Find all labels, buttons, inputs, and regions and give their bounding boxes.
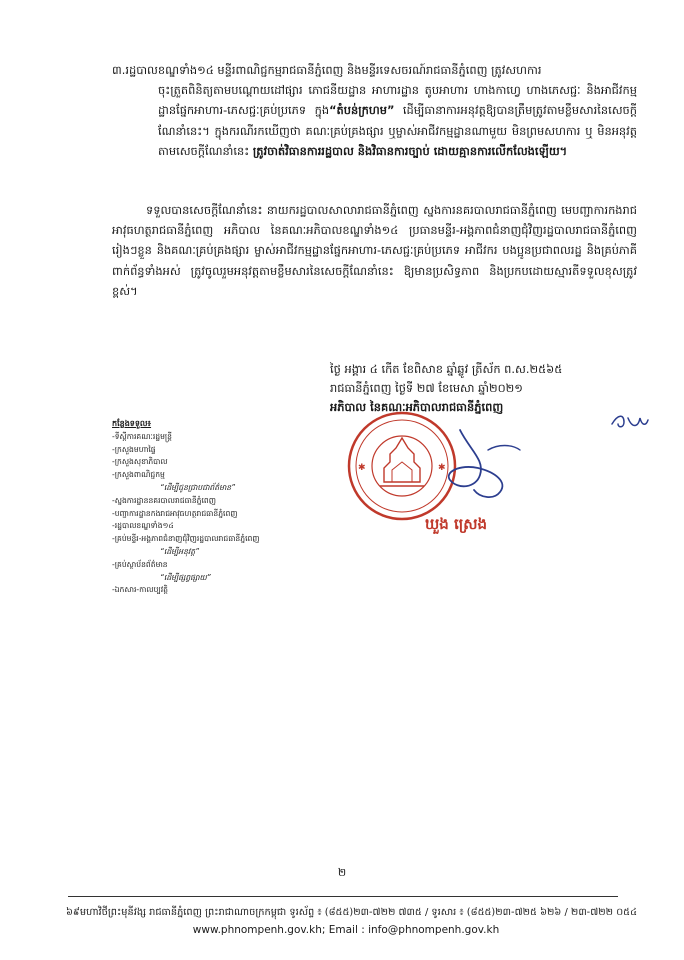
signer-title: អភិបាល នៃគណៈអភិបាលរាជធានីភ្នំពេញ: [330, 400, 504, 414]
paragraph-4: ទទួលបានសេចក្ដីណែនាំនេះ នាយករដ្ឋបាលសាលារាជធានីភ្នំពេញ ស្នងការនគរបាលរាជធានីភ្នំពេញ មេបញ្ជាការកងរាជអាវុធហត្ថរាជធានីភ្នំពេញ អភិបាល នៃគណៈអភិបាលខណ្ឌទាំង១៤ ប្រធានមន្ទីរ-អង្គភាពជំនាញជុំវិញរដ្ឋបាលរាជធានីភ្នំពេញ រៀងៗខ្លួន និងគណៈគ្រប់គ្រងផ្សារ ម្ចាស់អាជីវកម្មដ្ឋានផ្នែកអាហារ-ភេសជ្ជៈគ្រប់ប្រភេទ អាជីវករ បងប្អូនប្រជាពលរដ្ឋ និងគ្រប់ភាគីពាក់ព័ន្ធទាំងអស់ ត្រូវចូលរួមអនុវត្តតាមខ្លឹមសារនៃសេចក្ដីណែនាំនេះ ឱ្យមានប្រសិទ្ធភាព និងប្រកបដោយស្មារតីទទួលខុសត្រូវខ្ពស់។: [112, 203, 637, 298]
initials-mark-icon: [610, 410, 650, 432]
recipients-heading: កន្លែងទទួល៖: [112, 419, 152, 428]
handwritten-signature-icon: [440, 420, 530, 505]
recipient-item: -គ្រប់ស្ថាប័នព័ត៌មាន: [112, 559, 168, 569]
paragraph-3-body: ចុះត្រួតពិនិត្យតាមបណ្ដោយដៅផ្សារ ភោជនីយដ្ឋាន អាហារដ្ឋាន តូបអាហារ ហាងកាហ្វេ ហាងភេសជ្ជៈ និងអាជីវកម្មដ្ឋានផ្នែកអាហារ-ភេសជ្ជៈគ្រប់ប្រភេទ ក្នុង: [158, 83, 637, 118]
footer-divider: [68, 896, 618, 897]
svg-text:✱: ✱: [358, 463, 366, 473]
recipients-list: [112, 418, 332, 597]
recipient-item: -ក្រសួងសុខាភិបាល: [112, 457, 168, 467]
recipient-item: -ស្នងការដ្ឋាននគរបាលរាជធានីភ្នំពេញ: [112, 495, 216, 505]
recipient-item: -ក្រសួងមហាផ្ទៃ: [112, 444, 156, 454]
solar-date: រាជធានីភ្នំពេញ ថ្ងៃទី ២៧ ខែមេសា ឆ្នាំ២០២១: [330, 381, 523, 395]
page-number: ២: [337, 866, 347, 879]
paragraph-3: [112, 60, 637, 161]
lunar-date: ថ្ងៃ អង្គារ ៤ កើត ខែពិសាខ ឆ្នាំឆ្លូវ ត្រីស័ក ព.ស.២៥៦៥: [330, 362, 563, 376]
signer-name: ឃួង ស្រេង: [425, 515, 488, 533]
recipient-item: -បញ្ជាការដ្ឋានកងរាជអាវុធហត្ថរាជធានីភ្នំពេញ: [112, 508, 238, 518]
recipient-purpose: “ដើម្បីផ្សព្វផ្សាយ”: [160, 572, 211, 582]
paragraph-3-line1: រដ្ឋបាលខណ្ឌទាំង១៤ មន្ទីរពាណិជ្ជកម្មរាជធានីភ្នំពេញ និងមន្ទីរទេសចរណ៍រាជធានីភ្នំពេញ ត្រូវសហការ: [125, 63, 542, 77]
recipient-purpose: “ដើម្បីជូនជ្រាបជាព័ត៌មាន”: [160, 482, 236, 492]
paragraph-3-number: ៣.: [112, 63, 126, 77]
footer-address: ៦៩មហាវិថីព្រះមុនីវង្ស រាជធានីភ្នំពេញ ព្រះរាជាណាចក្រកម្ពុជា ទូរស័ព្ទ ៖ (៨៥៥)២៣-៧២២ ៧៣៥ / ទូរសារ ៖ (៨៥៥)២៣-៧២៥ ៦២៦ / ២៣-៧២២ ០៥៤: [66, 907, 638, 918]
recipient-item: -រដ្ឋបាលខណ្ឌទាំង១៤: [112, 521, 174, 531]
recipient-item: -គ្រប់មន្ទីរ-អង្គភាពជំនាញជុំវិញរដ្ឋបាលរាជធានីភ្នំពេញ: [112, 534, 260, 544]
paragraph-3-emphasis-red-zone: “តំបន់ក្រហម”: [329, 103, 395, 118]
recipient-item: -ទីស្ដីការគណៈរដ្ឋមន្ត្រី: [112, 431, 172, 441]
paragraph-3-body2: ដើម្បីធានាការអនុវត្តឱ្យបានត្រឹមត្រូវតាមខ្លឹមសារនៃសេចក្ដីណែនាំនេះ។ ក្នុងករណីរកឃើញថា គណៈគ្រប់គ្រងផ្សារ ឬម្ចាស់អាជីវកម្មដ្ឋានណាមួយ មិនព្រមសហការ ឬ មិនអនុវត្តតាមសេចក្ដីណែនាំនេះ: [158, 103, 637, 158]
footer-contact: www.phnompenh.gov.kh; Email : info@phnompenh.gov.kh: [192, 924, 500, 936]
recipient-purpose: “ដើម្បីអនុវត្ត”: [160, 546, 200, 556]
recipient-item: -ក្រសួងពាណិជ្ជកម្ម: [112, 470, 165, 480]
date-block: [330, 360, 650, 417]
paragraph-3-emphasis-measures: ត្រូវចាត់វិធានការរដ្ឋបាល និងវិធានការច្បាប់ ដោយគ្មានការលើកលែងឡើយ។: [252, 143, 568, 158]
recipient-item: -ឯកសារ-កាលប្បវត្តិ: [112, 585, 168, 595]
svg-text:✱: ✱: [438, 463, 446, 473]
